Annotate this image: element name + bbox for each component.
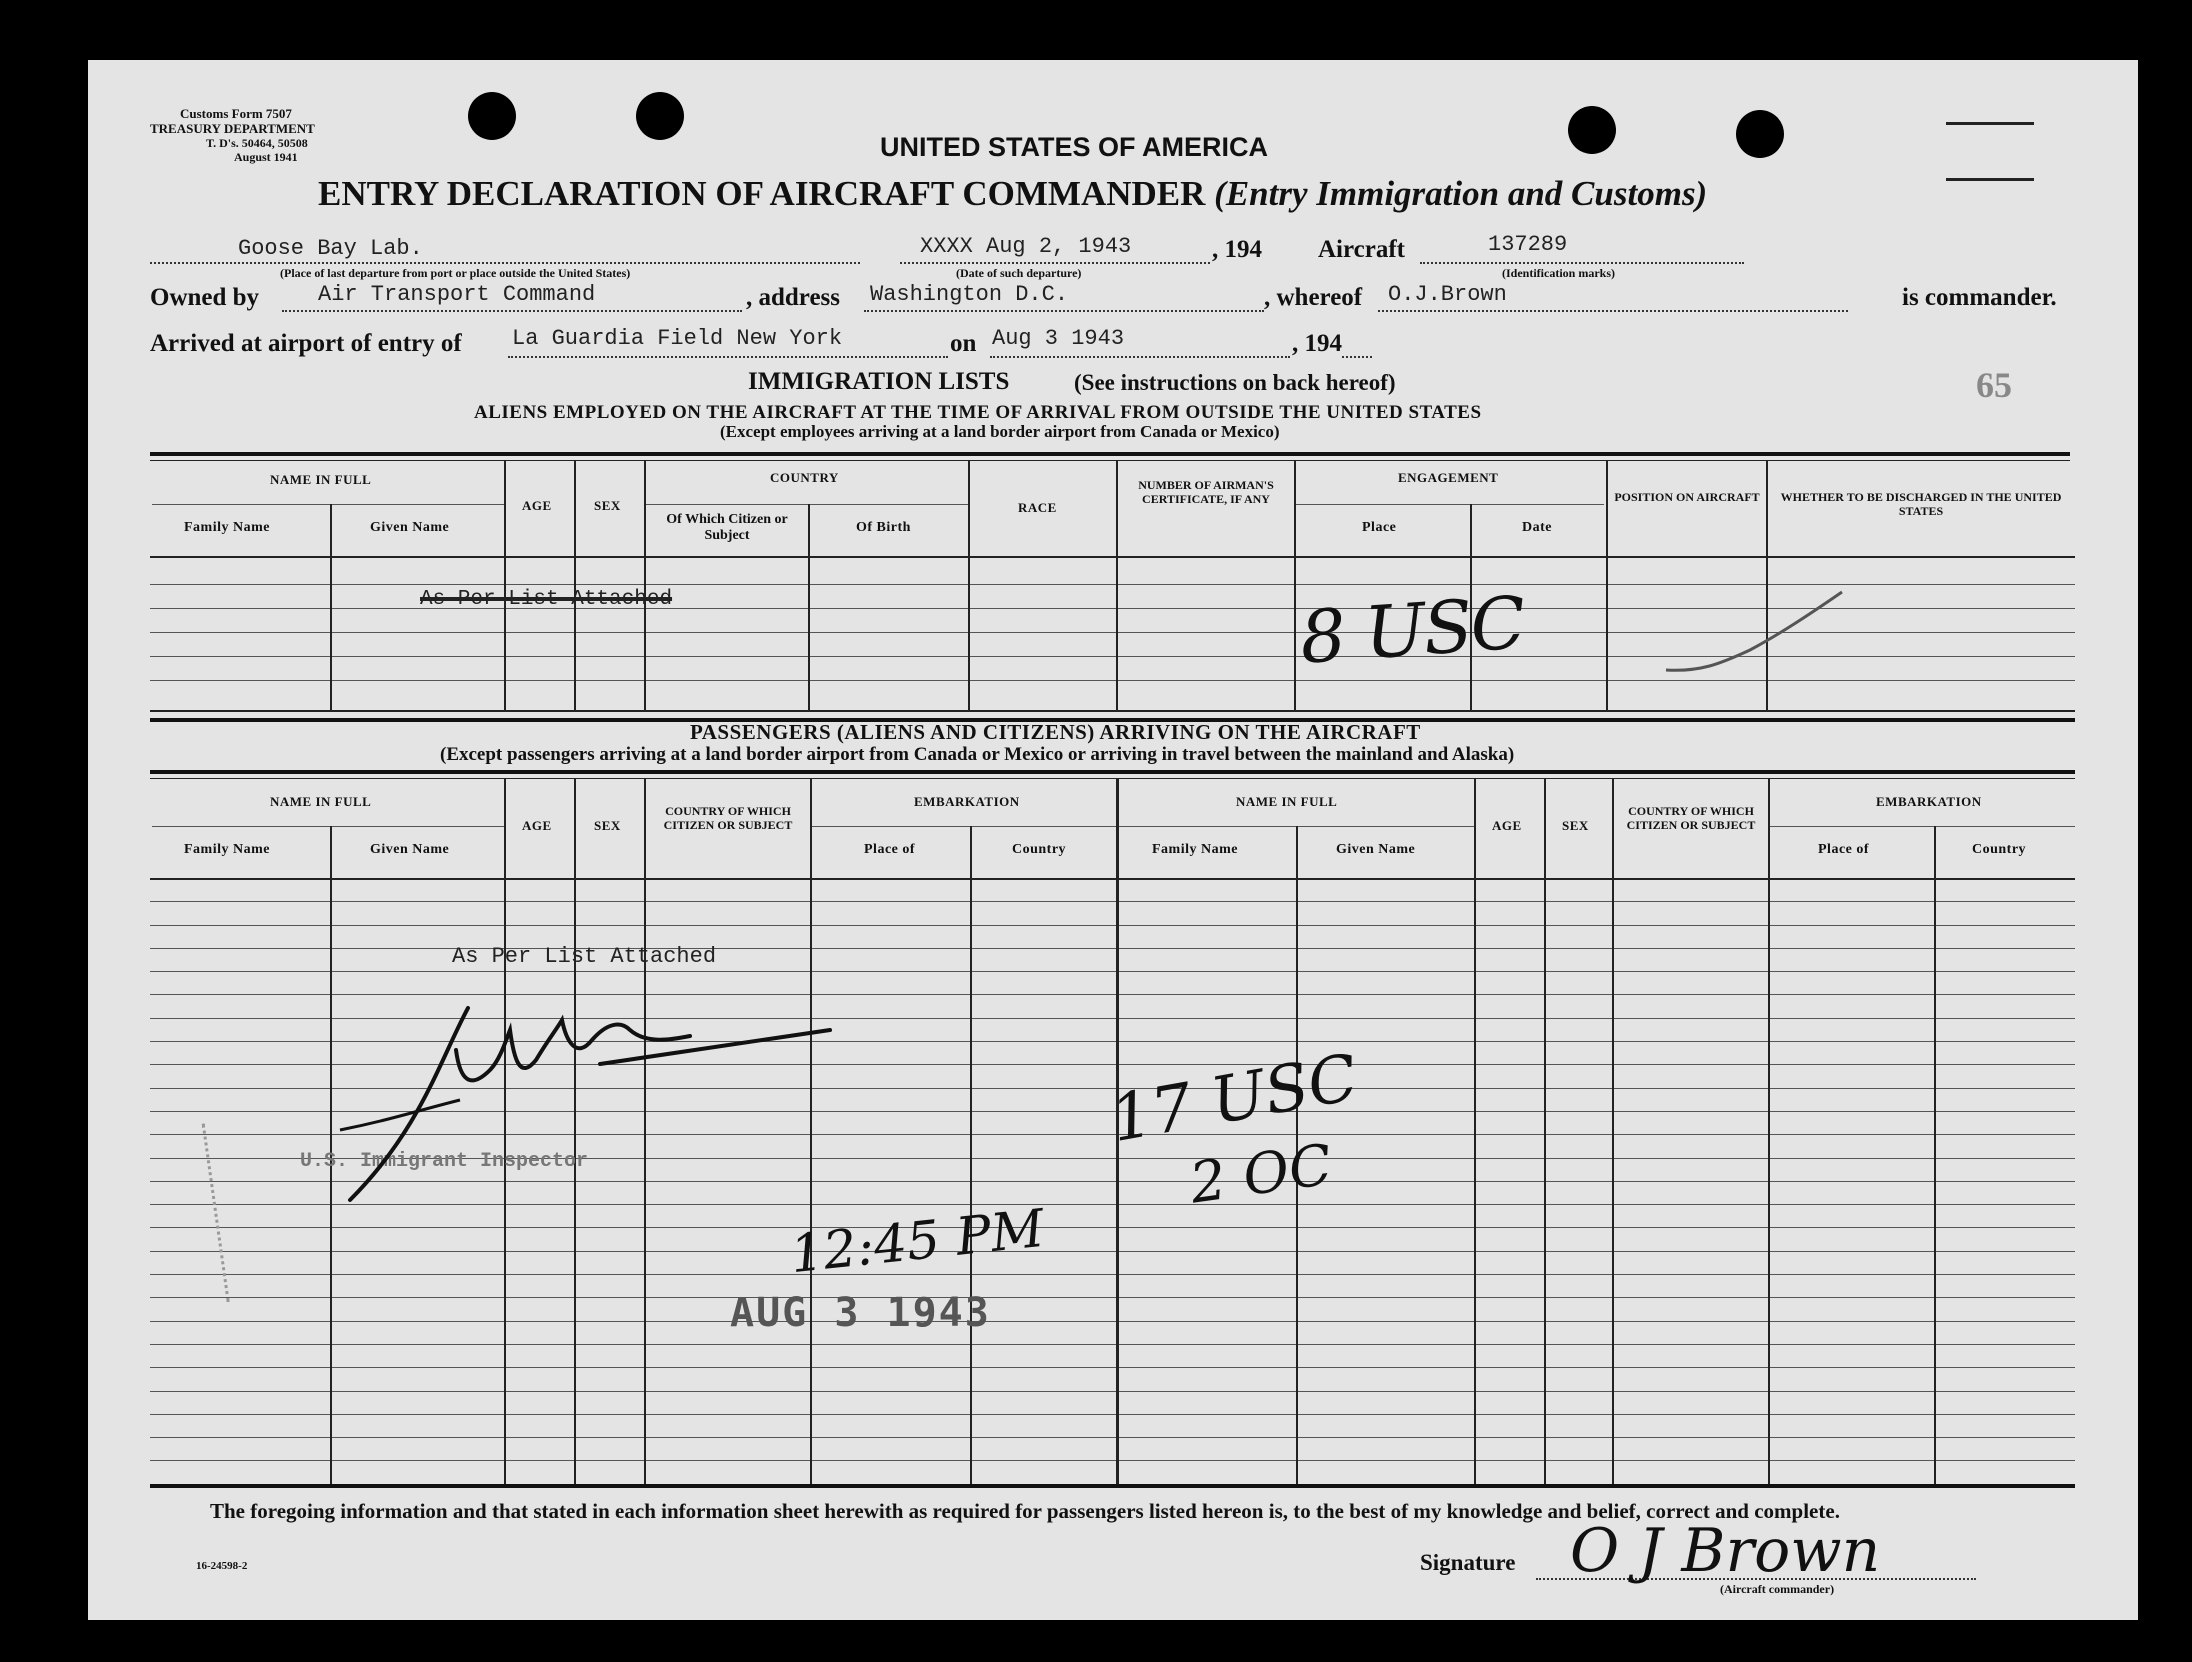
table2-col-divider	[1768, 778, 1770, 1484]
margin-mark	[1946, 178, 2034, 181]
commander-signature: O J Brown	[1570, 1516, 1881, 1586]
table2-row-line	[150, 1414, 2075, 1415]
departure-date: XXXX Aug 2, 1943	[920, 234, 1132, 259]
table2-header-family-2: Family Name	[1152, 842, 1238, 857]
whereof-label: , whereof	[1264, 284, 1363, 311]
table2-top-border	[150, 770, 2075, 774]
punch-hole	[1736, 110, 1784, 158]
commander: O.J.Brown	[1388, 282, 1507, 307]
table2-header-given-2: Given Name	[1336, 842, 1416, 857]
table2-header-place-of: Place of	[864, 842, 916, 857]
signature-caption: (Aircraft commander)	[1720, 1582, 1835, 1596]
table2-row-line	[150, 901, 2075, 902]
table2-header-sex-2: SEX	[1562, 818, 1589, 833]
address-label: , address	[746, 284, 841, 311]
margin-mark	[1946, 122, 2034, 125]
table2-col-divider	[1544, 778, 1546, 1484]
table1-top-border	[150, 452, 2070, 456]
table2-header-embarkation: EMBARKATION	[914, 794, 1020, 809]
table1-header-position: POSITION ON AIRCRAFT	[1614, 490, 1760, 504]
table2-col-divider	[1934, 826, 1936, 1484]
table2-header-country-2: Country	[1972, 842, 2027, 857]
year-suffix-1: , 194	[1212, 236, 1262, 263]
table2-header-country: Country	[1012, 842, 1067, 857]
table1-header-age: AGE	[522, 498, 552, 513]
table1-col-divider	[644, 460, 646, 710]
passengers-subtitle: (Except passengers arriving at a land border airport from Canada or Mexico or arriving in travel between the mainland and Alaska)	[440, 744, 1515, 765]
form-title	[318, 174, 1707, 214]
arrival-airport: La Guardia Field New York	[512, 326, 843, 351]
treasury-line: TREASURY DEPARTMENT	[150, 121, 315, 136]
table1-header-country: COUNTRY	[770, 470, 839, 485]
table1-header-sex: SEX	[594, 498, 621, 513]
country-title: UNITED STATES OF AMERICA	[880, 132, 1268, 162]
owner: Air Transport Command	[318, 282, 596, 307]
table2-row-line	[150, 1460, 2075, 1461]
immigration-side-number: 65	[1976, 365, 2012, 405]
table1-checkmark	[1660, 584, 1850, 684]
table1-header-citizen: Of Which Citizen or Subject	[666, 512, 788, 543]
table2-header-name-2: NAME IN FULL	[1236, 794, 1338, 809]
table2-row-line	[150, 1227, 2075, 1228]
form-number-line: Customs Form 7507	[180, 106, 292, 121]
table2-emb2-subrule	[1770, 826, 2075, 827]
table1-name-subrule	[152, 504, 504, 505]
table1-header-date: Date	[1522, 520, 1552, 535]
table1-col-divider	[1116, 460, 1118, 710]
table2-row-line	[150, 1274, 2075, 1275]
punch-hole	[1568, 106, 1616, 154]
immigration-instructions: (See instructions on back hereof)	[1074, 370, 1396, 395]
punch-hole	[636, 92, 684, 140]
table2-row-line	[150, 1391, 2075, 1392]
table2-header-country-citizen-2: COUNTRY OF WHICH CITIZEN OR SUBJECT	[1626, 804, 1756, 832]
table2-row-line	[150, 1437, 2075, 1438]
table2-header-sex: SEX	[594, 818, 621, 833]
table2-row-line	[150, 994, 2075, 995]
table2-bottom	[150, 1484, 2075, 1488]
table2-header-given: Given Name	[370, 842, 450, 857]
year-line	[1342, 356, 1372, 358]
punch-hole	[468, 92, 516, 140]
arrival-date: Aug 3 1943	[992, 326, 1125, 351]
departure-date-line	[900, 262, 1210, 264]
date-stamp: AUG 3 1943	[730, 1290, 991, 1336]
table1-col-divider	[330, 504, 332, 710]
table1-struck-text: As Per List Attached	[420, 588, 673, 611]
handwritten-time: 12:45 PM	[787, 1198, 1048, 1286]
inspector-signature	[330, 1000, 850, 1210]
immigration-subtitle: ALIENS EMPLOYED ON THE AIRCRAFT AT THE TIME OF ARRIVAL FROM OUTSIDE THE UNITED STATES	[474, 402, 1482, 423]
date-line: August 1941	[234, 150, 298, 164]
aircraft-caption: (Identification marks)	[1502, 266, 1615, 280]
table2-row-line	[150, 925, 2075, 926]
table1-header-name: NAME IN FULL	[270, 472, 372, 487]
form-print-number: 16-24598-2	[196, 1560, 248, 1572]
table1-header-engagement: ENGAGEMENT	[1398, 470, 1499, 485]
table2-row-line	[150, 1297, 2075, 1298]
table2-emb-subrule	[812, 826, 1116, 827]
arrival-date-line	[990, 356, 1290, 358]
certification-text: The foregoing information and that stated in each information sheet herewith as required for passengers listed hereon is, to the best of my knowledge and belief, correct and complete.	[210, 1499, 1840, 1523]
aircraft-line	[1420, 262, 1744, 264]
aircraft-label: Aircraft	[1318, 236, 1405, 263]
table1-engagement-subrule	[1296, 504, 1604, 505]
table1-header-cert: NUMBER OF AIRMAN'S CERTIFICATE, IF ANY	[1138, 478, 1274, 506]
table1-header-bottom	[150, 556, 2075, 558]
table2-header-embarkation-2: EMBARKATION	[1876, 794, 1982, 809]
table1-col-divider	[504, 460, 506, 710]
table2-header-place-of-2: Place of	[1818, 842, 1870, 857]
handwritten-2oc: 2 OC	[1186, 1132, 1337, 1217]
table2-name-subrule	[152, 826, 504, 827]
immigration-subtitle2: (Except employees arriving at a land border airport from Canada or Mexico)	[720, 422, 1280, 441]
table2-header-country-citizen: COUNTRY OF WHICH CITIZEN OR SUBJECT	[663, 804, 793, 832]
table2-header-age: AGE	[522, 818, 552, 833]
handwritten-17usc: 17 USC	[1105, 1040, 1364, 1158]
table2-header-name: NAME IN FULL	[270, 794, 372, 809]
table1-col-divider	[968, 460, 970, 710]
aircraft-marks: 137289	[1488, 232, 1568, 257]
table2-row-line	[150, 1367, 2075, 1368]
arrival-airport-line	[508, 356, 948, 358]
table1-bottom	[150, 710, 2075, 712]
table1-header-family: Family Name	[184, 520, 270, 535]
commander-line	[1378, 310, 1848, 312]
table1-header-race: RACE	[1018, 500, 1057, 515]
table1-header-given: Given Name	[370, 520, 450, 535]
table2-top-border-inner	[150, 778, 2075, 779]
table1-handwritten-8usc: 8 USC	[1297, 580, 1527, 680]
address: Washington D.C.	[870, 282, 1069, 307]
table2-row-line	[150, 1321, 2075, 1322]
owned-by-label: Owned by	[150, 284, 260, 311]
departure-date-caption: (Date of such departure)	[956, 266, 1082, 280]
table2-row-line	[150, 1344, 2075, 1345]
year-suffix-2: , 194	[1292, 330, 1342, 357]
owner-line	[282, 310, 742, 312]
table2-header-family: Family Name	[184, 842, 270, 857]
signature-label: Signature	[1420, 1550, 1516, 1575]
form-title-main: ENTRY DECLARATION OF AIRCRAFT COMMANDER	[318, 174, 1206, 213]
table1-header-discharged: WHETHER TO BE DISCHARGED IN THE UNITED STATES	[1780, 490, 2062, 518]
table2-col-divider	[970, 826, 972, 1484]
table1-country-subrule	[646, 504, 968, 505]
arrived-label: Arrived at airport of entry of	[150, 330, 462, 357]
table1-header-place: Place	[1362, 520, 1397, 535]
passenger-list-note: As Per List Attached	[452, 944, 717, 969]
table1-col-divider	[1294, 460, 1296, 710]
table2-col-divider	[1474, 778, 1476, 1484]
departure-place-line	[150, 262, 860, 264]
table2-header-bottom	[150, 878, 2075, 880]
table2-header-age-2: AGE	[1492, 818, 1522, 833]
is-commander-label: is commander.	[1902, 284, 2057, 311]
address-line	[864, 310, 1264, 312]
table2-row-line	[150, 971, 2075, 972]
inspector-stamp: U.S. Immigrant Inspector	[300, 1150, 589, 1173]
table1-top-border-inner	[150, 460, 2070, 461]
on-label: on	[950, 330, 977, 357]
td-line: T. D's. 50464, 50508	[206, 136, 308, 150]
form-title-paren: (Entry Immigration and Customs)	[1214, 174, 1708, 213]
table1-col-divider	[808, 504, 810, 710]
table1-header-birth: Of Birth	[856, 520, 911, 535]
table1-col-divider	[574, 460, 576, 710]
departure-place: Goose Bay Lab.	[238, 236, 423, 261]
table1-col-divider	[1606, 460, 1608, 710]
table2-col-divider	[1612, 778, 1614, 1484]
passengers-title: PASSENGERS (ALIENS AND CITIZENS) ARRIVING ON THE AIRCRAFT	[690, 720, 1421, 744]
table2-row-line	[150, 948, 2075, 949]
table2-row-line	[150, 1251, 2075, 1252]
immigration-title: IMMIGRATION LISTS	[748, 368, 1010, 395]
departure-place-caption: (Place of last departure from port or place outside the United States)	[280, 266, 631, 280]
